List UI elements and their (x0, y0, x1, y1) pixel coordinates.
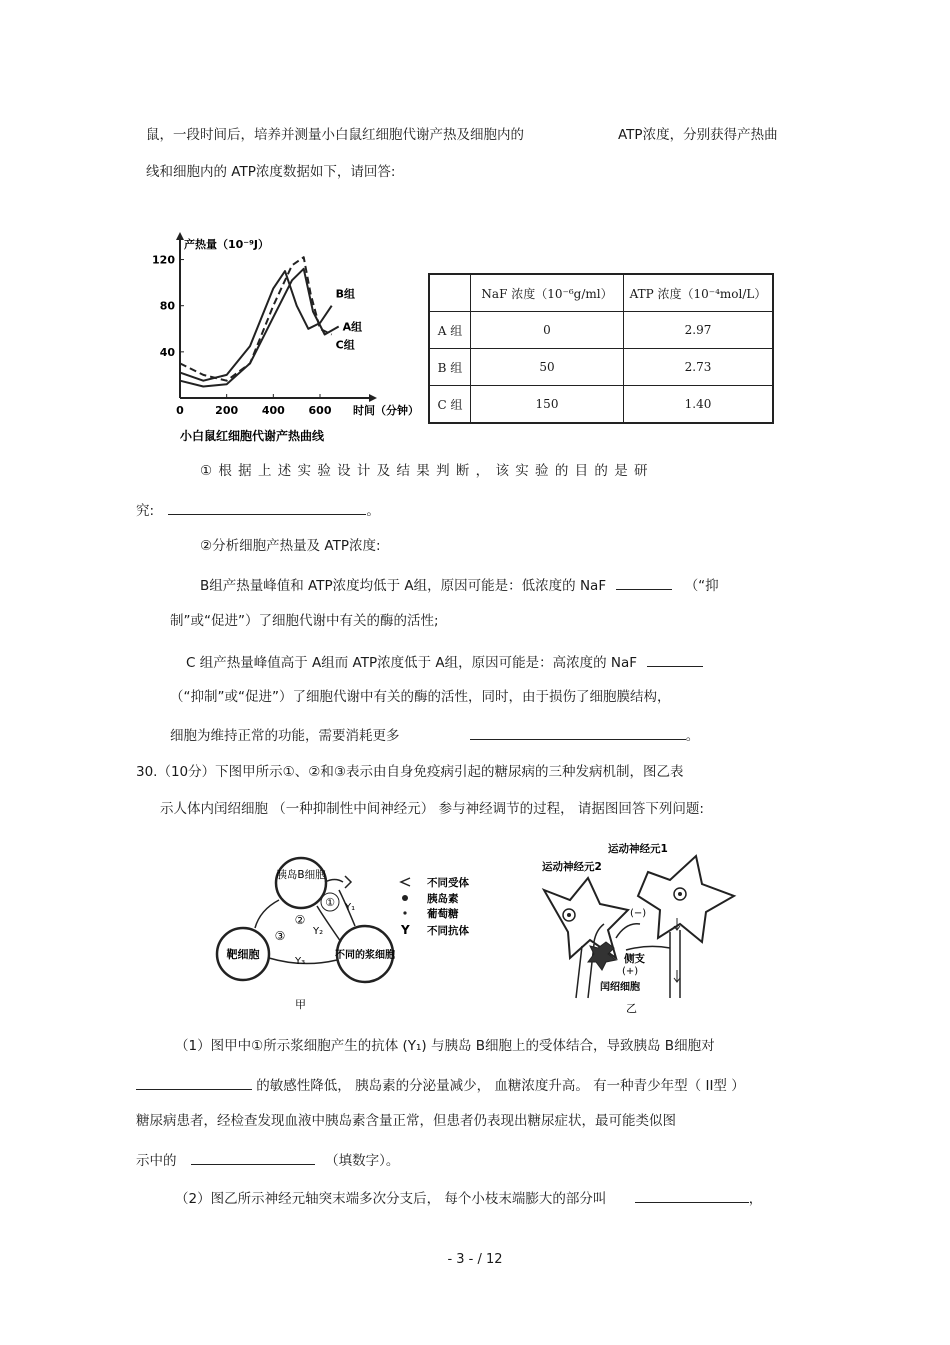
motor-neuron-2-nucleolus (567, 913, 571, 917)
legend-antibody: 不同抗体 (427, 925, 469, 937)
q29-part2-b-line2: 制”或“促进”）了细胞代谢中有关的酶的活性; (170, 613, 439, 629)
renshaw-cell-label: 闰绍细胞 (600, 982, 640, 993)
q30-stem-1: 30.（10分）下图甲所示①、②和③表示由自身免疫病引起的糖尿病的三种发病机制，图乙表 (136, 764, 684, 780)
answer-blank[interactable] (136, 1075, 252, 1090)
table-row (429, 312, 773, 349)
x-axis-label: 时间（分钟） (353, 404, 419, 417)
motor-neuron-1-nucleolus (678, 892, 682, 896)
legend-antibody-icon: Y (401, 923, 410, 937)
y-tick-label: 40 (159, 345, 175, 359)
q30-part2-a (175, 1188, 762, 1208)
q30-part2-text: （2）图乙所示神经元轴突末端多次分支后， 每个小枝末端膨大的部分叫 (175, 1191, 607, 1207)
legend-glucose-icon (403, 911, 406, 914)
q29-part2-b-text: B组产热量峰值和 ATP浓度均低于 A组，原因可能是：低浓度的 NaF (200, 578, 607, 594)
y-tick-label: 80 (159, 299, 175, 313)
legend-insulin-icon (402, 895, 408, 901)
inhibitory-sign: (−) (630, 908, 647, 919)
table-cell: 2.73 (624, 349, 774, 386)
receptor-icon (345, 876, 351, 888)
table-row (429, 386, 773, 424)
table-cell: 2.97 (624, 312, 774, 349)
target-cell-label: 靶细胞 (226, 948, 260, 961)
q29-part2-c-line3 (170, 725, 699, 745)
heat-production-chart (150, 228, 420, 448)
q30-part1-d (136, 1150, 399, 1170)
motor-neuron-1-axon (670, 930, 680, 998)
q29-part2-b-line1 (200, 575, 719, 595)
branch-label: 侧支 (624, 953, 645, 965)
number-1: ① (325, 896, 335, 909)
series-line-C组 (180, 257, 332, 381)
q30-part1-d-text2: （填数字）。 (325, 1153, 400, 1169)
q29-part1-end: 。 (366, 503, 380, 519)
figure-yi-renshaw-cell (530, 838, 745, 1016)
answer-blank[interactable] (616, 575, 672, 590)
motor-neuron-2-axon (576, 944, 594, 998)
intro-line-2: 线和细胞内的 ATP浓度数据如下，请回答: (146, 164, 396, 180)
q30-part1-d-text1: 示中的 (136, 1153, 177, 1169)
table-header-cell: ATP 浓度（10⁻⁴mol/L） (624, 274, 774, 312)
x-tick-label: 0 (176, 404, 184, 417)
q30-part1-a: （1）图甲中①所示浆细胞产生的抗体 (Y₁) 与胰岛 B细胞上的受体结合，导致胰岛 B细胞对 (175, 1038, 715, 1054)
page-number: - 3 - / 12 (447, 1252, 503, 1267)
naf-atp-table (428, 273, 774, 424)
q29-part2-c-line2: （“抑制”或“促进”）了细胞代谢中有关的酶的活性，同时，由于损伤了细胞膜结构， (170, 689, 671, 705)
x-tick-label: 600 (308, 404, 332, 417)
figure-jia-label: 甲 (295, 998, 306, 1011)
table-cell: 0 (471, 312, 624, 349)
legend-glucose: 葡萄糖 (427, 908, 459, 920)
motor-neuron-1-label: 运动神经元1 (608, 843, 668, 855)
q29-part2-b-text2: （“抑 (684, 578, 719, 594)
series-label-C组: C组 (335, 338, 355, 352)
q29-part1-a: ① 根 据 上 述 实 验 设 计 及 结 果 判 断 ， 该 实 验 的 目 的 是 研 (200, 463, 649, 479)
antibody-y2: Y₂ (313, 926, 324, 937)
answer-blank[interactable] (635, 1188, 749, 1203)
figure-yi-label: 乙 (626, 1002, 637, 1015)
antibody-y1: Y₁ (345, 902, 356, 913)
q29-part2-c-end: 。 (685, 728, 700, 744)
table-cell: A 组 (429, 312, 471, 349)
motor-neuron-1-body (638, 856, 734, 942)
legend-receptor-icon (401, 878, 410, 886)
motor-neuron-2-label: 运动神经元2 (542, 861, 602, 873)
intro-line-1b: ATP浓度，分别获得产热曲 (618, 127, 778, 143)
collateral-branch (626, 946, 670, 950)
series-line-B组 (180, 271, 332, 381)
table-row (429, 349, 773, 386)
table-cell: B 组 (429, 349, 471, 386)
chart-title: 小白鼠红细胞代谢产热曲线 (180, 429, 325, 443)
q29-part2-title: ②分析细胞产热量及 ATP浓度: (200, 538, 381, 554)
table-header-row (429, 274, 773, 312)
q29-part1-label: 究: (136, 503, 155, 519)
table-cell: 1.40 (624, 386, 774, 424)
renshaw-to-neuron2 (594, 924, 604, 942)
q29-part2-c-line1 (186, 652, 703, 672)
y-axis-arrow (176, 232, 184, 240)
q30-stem-2: 示人体内闰绍细胞 （一种抑制性中间神经元） 参与神经调节的过程， 请据图回答下列问题: (160, 801, 704, 817)
arrow-islet-target (255, 900, 279, 928)
table-cell: 50 (471, 349, 624, 386)
q29-part2-c-text: C 组产热量峰值高于 A组而 ATP浓度低于 A组，原因可能是：高浓度的 NaF (186, 655, 638, 671)
islet-b-cell-circle (276, 858, 326, 908)
number-3: ③ (274, 929, 286, 943)
q30-part1-b (136, 1075, 745, 1095)
motor-neuron-2-body (544, 878, 628, 958)
q30-part2-end: ， (748, 1191, 763, 1207)
answer-blank[interactable] (470, 725, 686, 740)
series-label-A组: A组 (342, 320, 363, 334)
excitatory-sign: (+) (622, 966, 639, 977)
legend-insulin: 胰岛素 (427, 893, 459, 905)
figure-jia-diabetes-mechanism (205, 842, 505, 1012)
y-tick-label: 120 (152, 253, 175, 267)
series-line-A组 (180, 269, 339, 387)
table-header-cell: NaF 浓度（10⁻⁶g/ml） (471, 274, 624, 312)
answer-blank[interactable] (168, 500, 366, 515)
table-header-cell (429, 274, 471, 312)
down-arrow-icon (674, 970, 680, 982)
x-tick-label: 200 (215, 404, 239, 417)
table-cell: 150 (471, 386, 624, 424)
answer-blank[interactable] (647, 652, 703, 667)
q29-part1-b (136, 500, 380, 520)
q29-part2-c-text3: 细胞为维持正常的功能，需要消耗更多 (170, 728, 400, 744)
intro-line-1a: 鼠，一段时间后，培养并测量小白鼠红细胞代谢产热及细胞内的 (146, 127, 524, 143)
series-label-B组: B组 (335, 287, 356, 301)
receptor-connector (325, 880, 343, 883)
renshaw-to-neuron1 (616, 924, 640, 938)
q30-part1-b-text: 的敏感性降低， 胰岛素的分泌量减少， 血糖浓度升高。 有一种青少年型（ II型 ） (256, 1078, 745, 1094)
table-cell: C 组 (429, 386, 471, 424)
legend-receptor: 不同受体 (427, 877, 469, 889)
answer-blank[interactable] (191, 1150, 315, 1165)
x-tick-label: 400 (261, 404, 285, 417)
y-axis-label: 产热量（10⁻⁹J） (184, 238, 270, 251)
number-2: ② (294, 913, 306, 927)
q30-part1-c: 糖尿病患者，经检查发现血液中胰岛素含量正常，但患者仍表现出糖尿症状，最可能类似图 (136, 1113, 676, 1129)
antibody-y3: Y₃ (295, 956, 306, 967)
islet-b-cell-label: 胰岛B细胞 (276, 869, 326, 881)
x-axis-arrow (369, 394, 377, 402)
plasma-cell-label: 不同的浆细胞 (335, 950, 395, 961)
